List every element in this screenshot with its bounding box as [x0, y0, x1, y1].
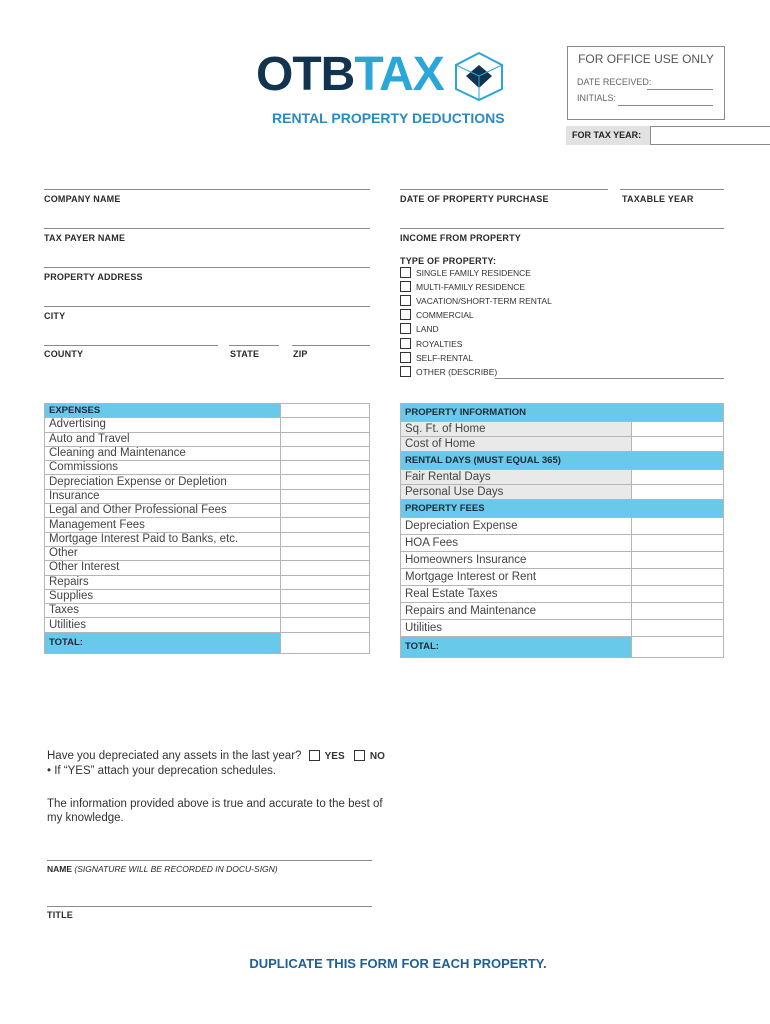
table-row: Homeowners Insurance — [401, 552, 724, 569]
expenses-total-label: TOTAL: — [45, 632, 281, 653]
initials-label: INITIALS: — [577, 93, 617, 103]
table-row: Taxes — [45, 604, 370, 618]
tax-year-row — [566, 126, 770, 145]
county-field[interactable] — [44, 345, 218, 346]
city-field[interactable] — [44, 306, 370, 307]
date-received-field[interactable] — [647, 89, 713, 90]
table-row: Other — [45, 546, 370, 560]
property-info-table — [400, 403, 724, 658]
table-row: Depreciation Expense — [401, 518, 724, 535]
date-of-purchase-field[interactable] — [400, 189, 608, 190]
value-cell[interactable] — [631, 518, 723, 535]
signature-label: NAME (SIGNATURE WILL BE RECORDED IN DOCU-SIGN) — [47, 864, 278, 874]
type-option[interactable]: VACATION/SHORT-TERM RENTAL — [400, 295, 552, 309]
cube-icon — [452, 51, 506, 101]
checkbox[interactable] — [400, 281, 411, 292]
type-of-property-label: TYPE OF PROPERTY: — [400, 256, 497, 266]
other-describe-field[interactable] — [495, 378, 724, 379]
table-row: Repairs and Maintenance — [401, 603, 724, 620]
logo-wordmark: OTBTAX — [256, 48, 444, 101]
form-title: RENTAL PROPERTY DEDUCTIONS — [272, 110, 505, 126]
taxable-year-label: TAXABLE YEAR — [622, 194, 694, 204]
tax-year-label: FOR TAX YEAR: — [566, 126, 650, 145]
table-row: Cleaning and Maintenance — [45, 446, 370, 460]
table-row: Cost of Home — [401, 437, 724, 452]
zip-label: ZIP — [293, 349, 308, 359]
table-row: Auto and Travel — [45, 432, 370, 446]
value-cell[interactable] — [631, 422, 723, 437]
expenses-header: EXPENSES — [45, 404, 281, 418]
attestation-text: The information provided above is true and accurate to the best of my knowledge. — [47, 798, 383, 824]
type-option[interactable]: LAND — [400, 323, 439, 337]
company-name-label: COMPANY NAME — [44, 194, 121, 204]
table-row: Personal Use Days — [401, 485, 724, 500]
signature-field[interactable] — [47, 860, 372, 861]
value-cell[interactable] — [631, 485, 723, 500]
income-from-property-field[interactable] — [400, 228, 724, 229]
expenses-total-cell[interactable] — [280, 632, 369, 653]
property-address-label: PROPERTY ADDRESS — [44, 272, 143, 282]
table-row: Utilities — [45, 618, 370, 632]
amount-cell[interactable] — [280, 575, 369, 589]
date-of-purchase-label: DATE OF PROPERTY PURCHASE — [400, 194, 549, 204]
type-option[interactable]: OTHER (DESCRIBE) — [400, 366, 497, 380]
title-label: TITLE — [47, 910, 73, 920]
table-row: Fair Rental Days — [401, 470, 724, 485]
type-option[interactable]: SELF-RENTAL — [400, 352, 473, 366]
type-option[interactable]: COMMERCIAL — [400, 309, 474, 323]
otbtax-logo — [256, 47, 508, 103]
table-row: Commissions — [45, 461, 370, 475]
type-option[interactable]: SINGLE FAMILY RESIDENCE — [400, 267, 531, 281]
table-row: Legal and Other Professional Fees — [45, 504, 370, 518]
amount-cell[interactable] — [280, 418, 369, 432]
amount-cell[interactable] — [280, 589, 369, 603]
checkbox[interactable] — [400, 267, 411, 278]
amount-cell[interactable] — [280, 504, 369, 518]
amount-cell[interactable] — [280, 532, 369, 546]
amount-cell[interactable] — [280, 618, 369, 632]
table-row: Other Interest — [45, 561, 370, 575]
amount-cell[interactable] — [280, 546, 369, 560]
table-row: Insurance — [45, 489, 370, 503]
office-use-box — [567, 46, 725, 120]
county-label: COUNTY — [44, 349, 84, 359]
table-row: Mortgage Interest Paid to Banks, etc. — [45, 532, 370, 546]
city-label: CITY — [44, 311, 66, 321]
amount-cell[interactable] — [280, 561, 369, 575]
value-cell[interactable] — [631, 552, 723, 569]
value-cell[interactable] — [631, 603, 723, 620]
checkbox[interactable] — [400, 323, 411, 334]
amount-cell[interactable] — [280, 604, 369, 618]
table-row: Sq. Ft. of Home — [401, 422, 724, 437]
title-field[interactable] — [47, 906, 372, 907]
property-address-field[interactable] — [44, 267, 370, 268]
amount-cell[interactable] — [280, 461, 369, 475]
property-info-header: PROPERTY INFORMATION — [401, 404, 724, 422]
no-checkbox[interactable] — [354, 750, 365, 761]
zip-field[interactable] — [292, 345, 370, 346]
table-row: Depreciation Expense or Depletion — [45, 475, 370, 489]
rental-days-header: RENTAL DAYS (MUST EQUAL 365) — [401, 452, 724, 470]
value-cell[interactable] — [631, 535, 723, 552]
expenses-table — [44, 403, 370, 654]
yes-checkbox[interactable] — [309, 750, 320, 761]
tax-year-field[interactable] — [650, 126, 770, 145]
property-total-cell[interactable] — [631, 637, 723, 658]
table-row: Management Fees — [45, 518, 370, 532]
tax-payer-name-label: TAX PAYER NAME — [44, 233, 126, 243]
depreciation-note: • If “YES” attach your deprecation schedules. — [47, 765, 277, 777]
table-row: Utilities — [401, 620, 724, 637]
checkbox[interactable] — [400, 352, 411, 363]
initials-field[interactable] — [618, 105, 713, 106]
income-from-property-label: INCOME FROM PROPERTY — [400, 233, 522, 243]
value-cell[interactable] — [631, 586, 723, 603]
property-total-label: TOTAL: — [401, 637, 632, 658]
amount-cell[interactable] — [280, 446, 369, 460]
type-option[interactable]: MULTI-FAMILY RESIDENCE — [400, 281, 525, 295]
checkbox[interactable] — [400, 295, 411, 306]
amount-cell[interactable] — [280, 432, 369, 446]
value-cell[interactable] — [631, 569, 723, 586]
date-received-label: DATE RECEIVED: — [577, 77, 652, 87]
state-field[interactable] — [229, 345, 279, 346]
amount-cell[interactable] — [280, 489, 369, 503]
checkbox[interactable] — [400, 338, 411, 349]
table-row: Supplies — [45, 589, 370, 603]
table-row: Repairs — [45, 575, 370, 589]
taxable-year-field[interactable] — [620, 189, 724, 190]
footer-note: DUPLICATE THIS FORM FOR EACH PROPERTY. — [249, 956, 547, 971]
property-fees-header: PROPERTY FEES — [401, 500, 724, 518]
table-row: Real Estate Taxes — [401, 586, 724, 603]
table-row: Mortgage Interest or Rent — [401, 569, 724, 586]
office-use-title: FOR OFFICE USE ONLY — [578, 52, 714, 66]
tax-payer-name-field[interactable] — [44, 228, 370, 229]
value-cell[interactable] — [631, 437, 723, 452]
value-cell[interactable] — [631, 470, 723, 485]
checkbox[interactable] — [400, 309, 411, 320]
amount-cell[interactable] — [280, 475, 369, 489]
checkbox[interactable] — [400, 366, 411, 377]
type-option[interactable]: ROYALTIES — [400, 338, 462, 352]
amount-cell[interactable] — [280, 518, 369, 532]
value-cell[interactable] — [631, 620, 723, 637]
table-row: Advertising — [45, 418, 370, 432]
company-name-field[interactable] — [44, 189, 370, 190]
table-row: HOA Fees — [401, 535, 724, 552]
depreciation-question: Have you depreciated any assets in the last year? YES NO — [47, 750, 385, 762]
state-label: STATE — [230, 349, 260, 359]
